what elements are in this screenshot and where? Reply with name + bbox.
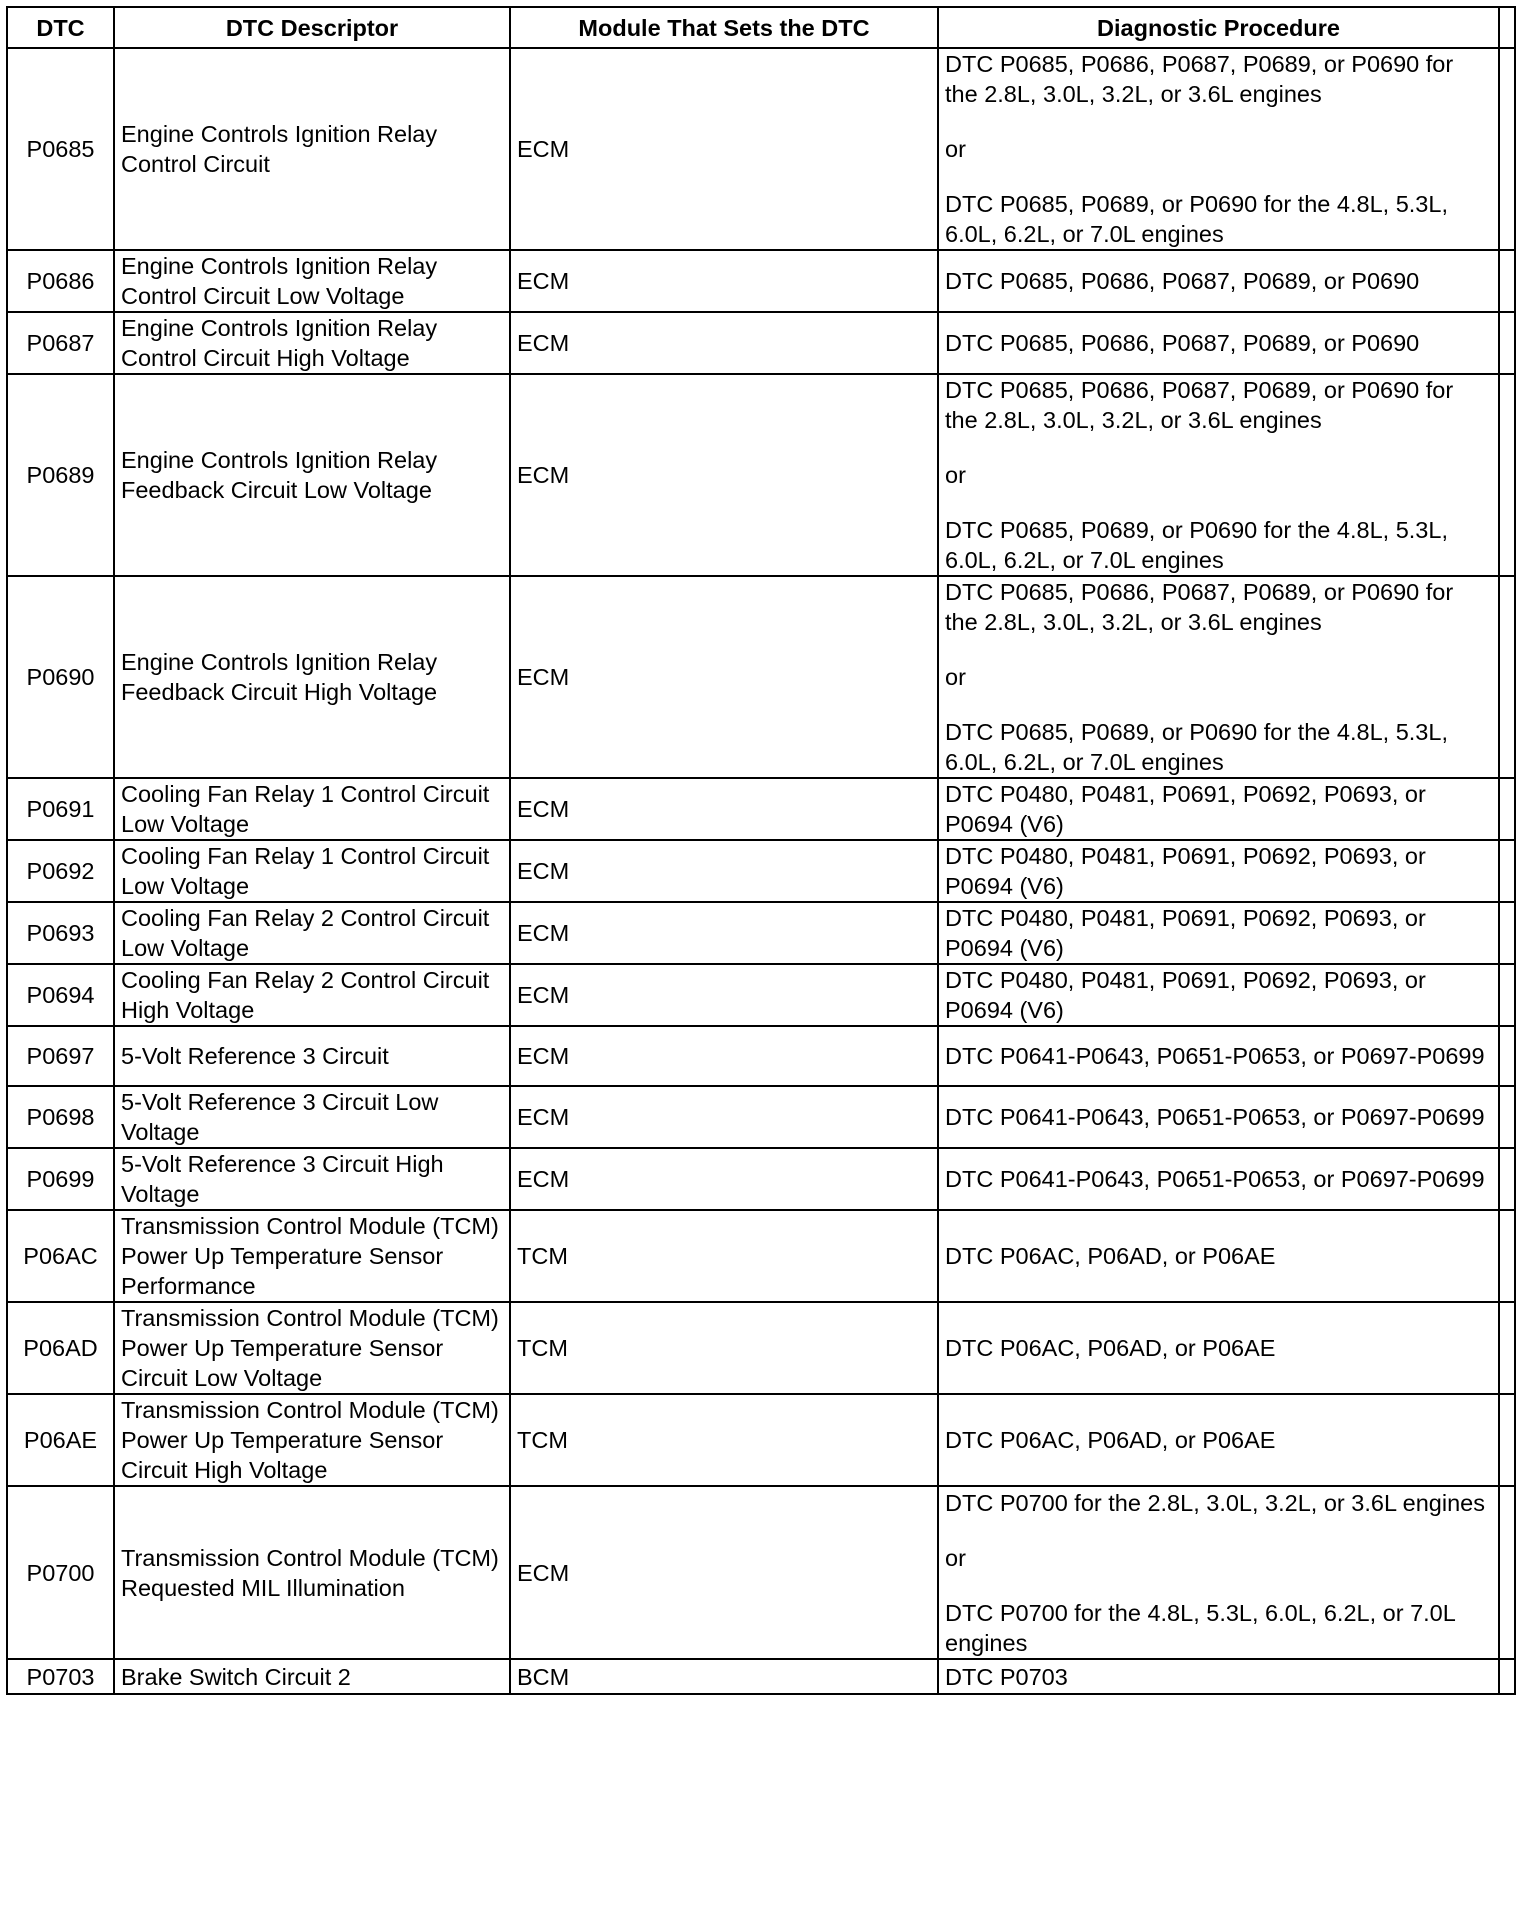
dtc-code-cell: P0689: [7, 374, 114, 576]
dtc-code-cell: P0697: [7, 1026, 114, 1086]
edge-cell: [1499, 1486, 1515, 1659]
diagnostic-procedure-cell: [938, 1210, 1499, 1302]
header-diagnostic-procedure: Diagnostic Procedure: [938, 7, 1499, 48]
dtc-descriptor-cell: 5-Volt Reference 3 Circuit High Voltage: [114, 1148, 510, 1210]
dtc-descriptor-cell: 5-Volt Reference 3 Circuit: [114, 1026, 510, 1086]
dtc-descriptor-cell: Transmission Control Module (TCM) Power Up Temperature Sensor Circuit High Voltage: [114, 1394, 510, 1486]
diagnostic-procedure-cell: [938, 576, 1499, 778]
procedure-line: DTC P0480, P0481, P0691, P0692, P0693, or P0694 (V6): [945, 781, 1426, 837]
procedure-line: DTC P0685, P0686, P0687, P0689, or P0690 for the 2.8L, 3.0L, 3.2L, or 3.6L engines: [945, 579, 1454, 635]
dtc-code-cell: P0686: [7, 250, 114, 312]
table-body: [7, 48, 1515, 1694]
dtc-descriptor-cell: Cooling Fan Relay 1 Control Circuit Low Voltage: [114, 778, 510, 840]
dtc-descriptor-cell: Engine Controls Ignition Relay Feedback Circuit Low Voltage: [114, 374, 510, 576]
diagnostic-procedure-cell: [938, 1026, 1499, 1086]
diagnostic-procedure-cell: [938, 1394, 1499, 1486]
dtc-table: [6, 6, 1516, 1695]
procedure-line: DTC P0685, P0689, or P0690 for the 4.8L, 5.3L, 6.0L, 6.2L, or 7.0L engines: [945, 719, 1448, 775]
table-row: [7, 1486, 1515, 1659]
procedure-gap: [945, 435, 1492, 460]
dtc-code-cell: P0700: [7, 1486, 114, 1659]
edge-cell: [1499, 902, 1515, 964]
module-cell: TCM: [510, 1302, 938, 1394]
table-row: [7, 778, 1515, 840]
table-header-row: [7, 7, 1515, 48]
header-module: Module That Sets the DTC: [510, 7, 938, 48]
procedure-line: or: [945, 1544, 966, 1571]
table-row: [7, 1026, 1515, 1086]
edge-cell: [1499, 1148, 1515, 1210]
procedure-gap: [945, 1518, 1492, 1543]
procedure-gap: [945, 692, 1492, 717]
dtc-code-cell: P0693: [7, 902, 114, 964]
procedure-line: DTC P06AC, P06AD, or P06AE: [945, 1427, 1276, 1453]
procedure-line: DTC P0480, P0481, P0691, P0692, P0693, or P0694 (V6): [945, 905, 1426, 961]
dtc-code-cell: P0699: [7, 1148, 114, 1210]
diagnostic-procedure-cell: [938, 1486, 1499, 1659]
diagnostic-procedure-cell: [938, 374, 1499, 576]
procedure-gap: [945, 164, 1492, 189]
table-row: [7, 312, 1515, 374]
edge-cell: [1499, 250, 1515, 312]
dtc-code-cell: P0692: [7, 840, 114, 902]
edge-cell: [1499, 48, 1515, 250]
module-cell: TCM: [510, 1394, 938, 1486]
dtc-descriptor-cell: Engine Controls Ignition Relay Control Circuit High Voltage: [114, 312, 510, 374]
edge-cell: [1499, 1302, 1515, 1394]
dtc-code-cell: P0694: [7, 964, 114, 1026]
diagnostic-procedure-cell: [938, 840, 1499, 902]
dtc-descriptor-cell: Cooling Fan Relay 2 Control Circuit Low Voltage: [114, 902, 510, 964]
dtc-descriptor-cell: Cooling Fan Relay 1 Control Circuit Low Voltage: [114, 840, 510, 902]
dtc-code-cell: P06AE: [7, 1394, 114, 1486]
dtc-descriptor-cell: Cooling Fan Relay 2 Control Circuit High Voltage: [114, 964, 510, 1026]
module-cell: ECM: [510, 1148, 938, 1210]
dtc-code-cell: P0703: [7, 1659, 114, 1694]
dtc-code-cell: P0698: [7, 1086, 114, 1148]
diagnostic-procedure-cell: [938, 250, 1499, 312]
module-cell: ECM: [510, 778, 938, 840]
module-cell: ECM: [510, 840, 938, 902]
module-cell: TCM: [510, 1210, 938, 1302]
table-row: [7, 250, 1515, 312]
dtc-descriptor-cell: Transmission Control Module (TCM) Power Up Temperature Sensor Circuit Low Voltage: [114, 1302, 510, 1394]
dtc-code-cell: P0685: [7, 48, 114, 250]
module-cell: ECM: [510, 48, 938, 250]
procedure-line: DTC P0700 for the 2.8L, 3.0L, 3.2L, or 3.6L engines: [945, 1489, 1485, 1516]
table-row: [7, 374, 1515, 576]
dtc-code-cell: P0690: [7, 576, 114, 778]
procedure-line: DTC P0480, P0481, P0691, P0692, P0693, or P0694 (V6): [945, 967, 1426, 1023]
edge-cell: [1499, 1026, 1515, 1086]
diagnostic-procedure-cell: [938, 1659, 1499, 1694]
diagnostic-procedure-cell: [938, 902, 1499, 964]
procedure-line: DTC P0641-P0643, P0651-P0653, or P0697-P0699: [945, 1043, 1485, 1069]
procedure-line: DTC P0685, P0686, P0687, P0689, or P0690 for the 2.8L, 3.0L, 3.2L, or 3.6L engines: [945, 377, 1454, 433]
module-cell: ECM: [510, 374, 938, 576]
procedure-line: or: [945, 136, 966, 162]
dtc-code-cell: P0691: [7, 778, 114, 840]
edge-cell: [1499, 1086, 1515, 1148]
module-cell: ECM: [510, 964, 938, 1026]
procedure-gap: [945, 109, 1492, 134]
dtc-descriptor-cell: Brake Switch Circuit 2: [114, 1659, 510, 1694]
dtc-descriptor-cell: Engine Controls Ignition Relay Control Circuit Low Voltage: [114, 250, 510, 312]
procedure-line: DTC P0685, P0686, P0687, P0689, or P0690 for the 2.8L, 3.0L, 3.2L, or 3.6L engines: [945, 51, 1454, 107]
table-row: [7, 576, 1515, 778]
edge-cell: [1499, 1394, 1515, 1486]
diagnostic-procedure-cell: [938, 48, 1499, 250]
module-cell: ECM: [510, 1486, 938, 1659]
edge-cell: [1499, 1210, 1515, 1302]
procedure-gap: [945, 637, 1492, 662]
header-dtc: DTC: [7, 7, 114, 48]
table-row: [7, 1302, 1515, 1394]
procedure-line: DTC P06AC, P06AD, or P06AE: [945, 1243, 1276, 1269]
table-row: [7, 1659, 1515, 1694]
module-cell: ECM: [510, 576, 938, 778]
procedure-line: DTC P0685, P0689, or P0690 for the 4.8L, 5.3L, 6.0L, 6.2L, or 7.0L engines: [945, 517, 1448, 573]
diagnostic-procedure-cell: [938, 1148, 1499, 1210]
procedure-line: DTC P0641-P0643, P0651-P0653, or P0697-P0699: [945, 1166, 1485, 1192]
procedure-line: DTC P0480, P0481, P0691, P0692, P0693, or P0694 (V6): [945, 843, 1426, 899]
dtc-descriptor-cell: Transmission Control Module (TCM) Requested MIL Illumination: [114, 1486, 510, 1659]
dtc-descriptor-cell: Engine Controls Ignition Relay Feedback Circuit High Voltage: [114, 576, 510, 778]
procedure-line: DTC P0641-P0643, P0651-P0653, or P0697-P0699: [945, 1104, 1485, 1130]
dtc-descriptor-cell: Engine Controls Ignition Relay Control Circuit: [114, 48, 510, 250]
table-row: [7, 902, 1515, 964]
procedure-line: DTC P0685, P0686, P0687, P0689, or P0690: [945, 268, 1420, 294]
module-cell: ECM: [510, 250, 938, 312]
table-row: [7, 48, 1515, 250]
module-cell: BCM: [510, 1659, 938, 1694]
table-row: [7, 1086, 1515, 1148]
edge-cell: [1499, 312, 1515, 374]
procedure-gap: [945, 490, 1492, 515]
diagnostic-procedure-cell: [938, 312, 1499, 374]
dtc-descriptor-cell: 5-Volt Reference 3 Circuit Low Voltage: [114, 1086, 510, 1148]
diagnostic-procedure-cell: [938, 1086, 1499, 1148]
dtc-code-cell: P06AC: [7, 1210, 114, 1302]
diagnostic-procedure-cell: [938, 1302, 1499, 1394]
module-cell: ECM: [510, 1026, 938, 1086]
table-row: [7, 840, 1515, 902]
procedure-line: or: [945, 664, 966, 690]
procedure-line: DTC P0700 for the 4.8L, 5.3L, 6.0L, 6.2L, or 7.0L engines: [945, 1599, 1455, 1656]
module-cell: ECM: [510, 902, 938, 964]
dtc-descriptor-cell: Transmission Control Module (TCM) Power Up Temperature Sensor Performance: [114, 1210, 510, 1302]
table-row: [7, 964, 1515, 1026]
header-edge-cell: [1499, 7, 1515, 48]
edge-cell: [1499, 1659, 1515, 1694]
table-row: [7, 1210, 1515, 1302]
diagnostic-procedure-cell: [938, 778, 1499, 840]
procedure-line: DTC P0685, P0689, or P0690 for the 4.8L, 5.3L, 6.0L, 6.2L, or 7.0L engines: [945, 191, 1448, 247]
header-dtc-descriptor: DTC Descriptor: [114, 7, 510, 48]
dtc-code-cell: P0687: [7, 312, 114, 374]
edge-cell: [1499, 840, 1515, 902]
edge-cell: [1499, 778, 1515, 840]
procedure-line: DTC P0685, P0686, P0687, P0689, or P0690: [945, 330, 1420, 356]
diagnostic-procedure-cell: [938, 964, 1499, 1026]
procedure-line: DTC P06AC, P06AD, or P06AE: [945, 1335, 1276, 1361]
dtc-code-cell: P06AD: [7, 1302, 114, 1394]
procedure-line: or: [945, 462, 966, 488]
table-row: [7, 1394, 1515, 1486]
table-row: [7, 1148, 1515, 1210]
procedure-gap: [945, 1573, 1492, 1598]
edge-cell: [1499, 576, 1515, 778]
edge-cell: [1499, 964, 1515, 1026]
procedure-line: DTC P0703: [945, 1663, 1068, 1690]
module-cell: ECM: [510, 1086, 938, 1148]
edge-cell: [1499, 374, 1515, 576]
module-cell: ECM: [510, 312, 938, 374]
